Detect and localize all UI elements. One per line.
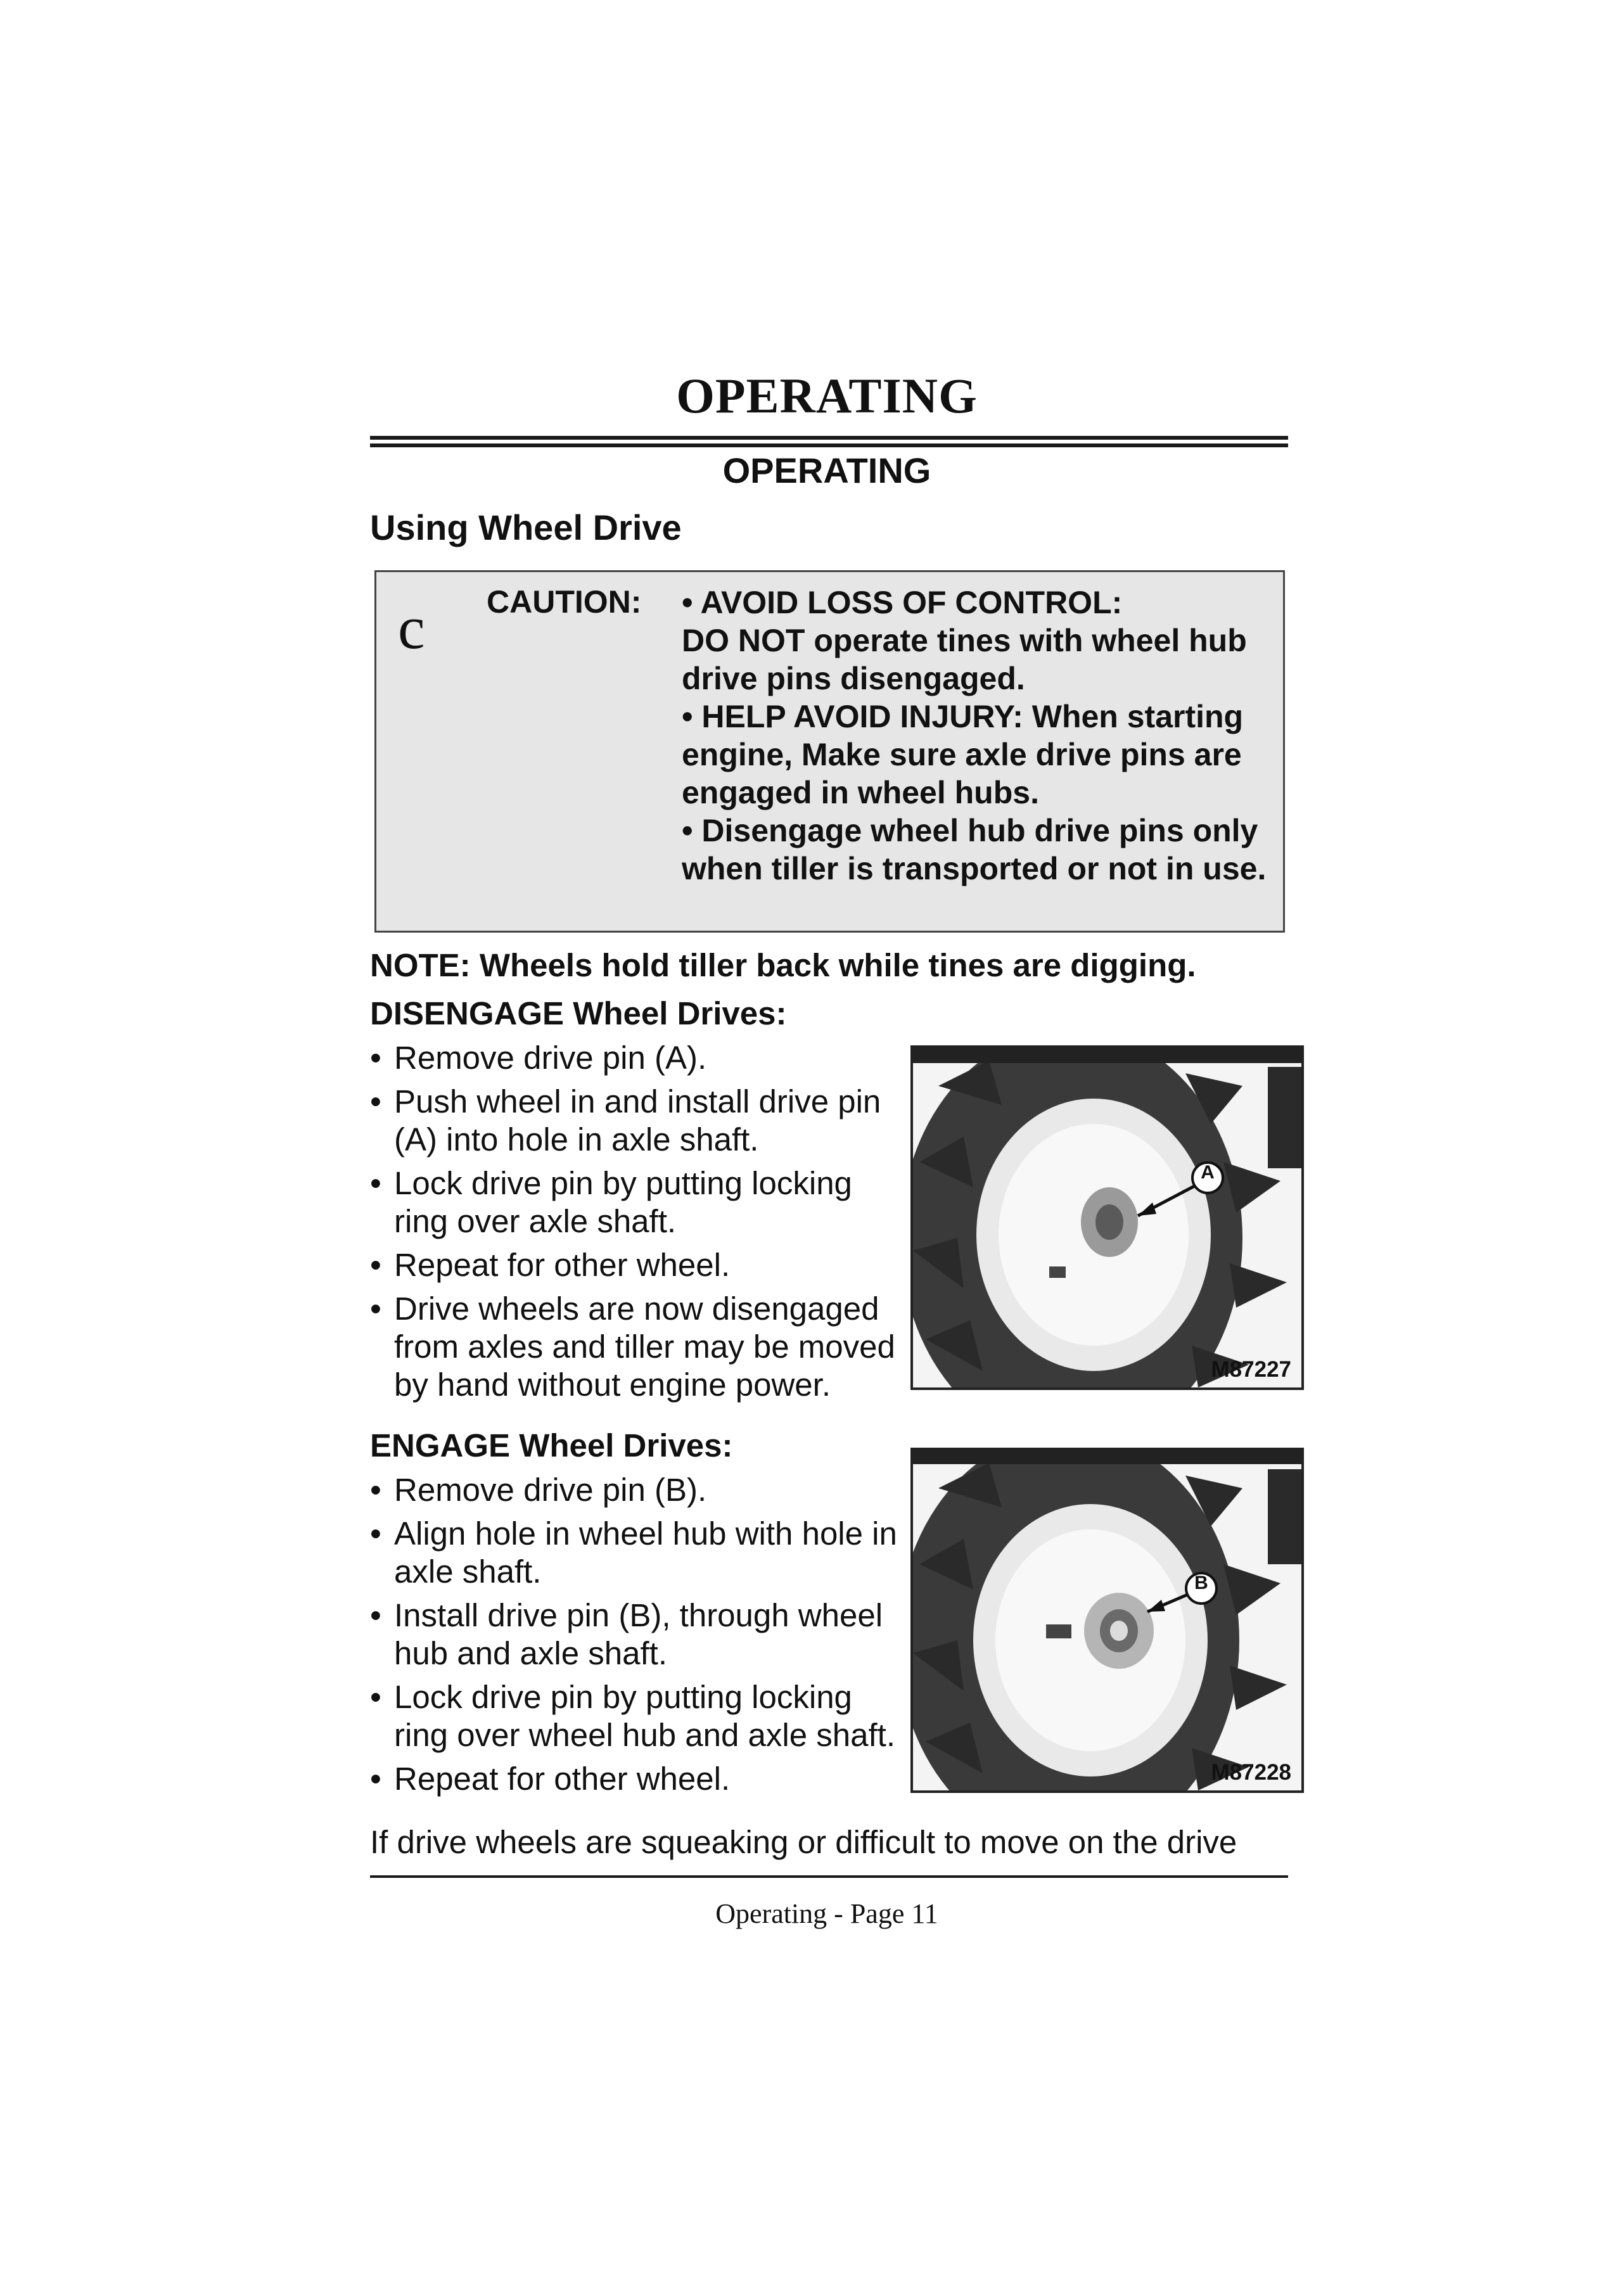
trailing-text: If drive wheels are squeaking or difficult to move on the drive bbox=[370, 1824, 1237, 1860]
figure-code: M87227 bbox=[1211, 1357, 1291, 1382]
bullet-icon: • bbox=[370, 1761, 381, 1797]
page-title: OPERATING bbox=[676, 368, 978, 423]
title-rule-top bbox=[370, 436, 1288, 440]
caution-icon: c bbox=[398, 594, 425, 661]
wheel-photo-disengage bbox=[910, 1045, 1304, 1390]
figure-code: M87228 bbox=[1211, 1760, 1291, 1785]
bullet-icon: • bbox=[370, 1515, 381, 1552]
footer-rule bbox=[370, 1875, 1288, 1878]
bullet-icon: • bbox=[370, 1597, 381, 1633]
engage-heading: ENGAGE Wheel Drives: bbox=[370, 1427, 733, 1464]
caution-line: DO NOT operate tines with wheel hub drive pins disengaged. bbox=[682, 623, 1247, 696]
callout-label: B bbox=[1194, 1572, 1208, 1593]
list-item: • Align hole in wheel hub with hole in axle shaft. bbox=[370, 1515, 897, 1590]
list-item: • Repeat for other wheel. bbox=[370, 1247, 731, 1283]
engage-steps bbox=[370, 1471, 915, 1804]
disengage-heading: DISENGAGE Wheel Drives: bbox=[370, 995, 787, 1031]
caution-text bbox=[682, 584, 1277, 888]
list-item: • Repeat for other wheel. bbox=[370, 1761, 731, 1797]
bullet-icon: • bbox=[370, 1040, 381, 1076]
caution-line: • HELP AVOID INJURY: When starting engine, Make sure axle drive pins are engaged in wheel hubs. bbox=[682, 699, 1244, 810]
wheel-photo-engage bbox=[910, 1448, 1304, 1793]
bullet-icon: • bbox=[370, 1247, 381, 1283]
list-item: • Remove drive pin (B). bbox=[370, 1472, 707, 1508]
bullet-icon: • bbox=[370, 1291, 381, 1327]
list-item: • Install drive pin (B), through wheel hub and axle shaft. bbox=[370, 1597, 883, 1671]
caution-box bbox=[374, 570, 1285, 933]
bullet-icon: • bbox=[370, 1165, 381, 1201]
list-item: • Push wheel in and install drive pin (A) into hole in axle shaft. bbox=[370, 1083, 881, 1158]
section-heading: OPERATING bbox=[722, 450, 931, 490]
caution-line: • AVOID LOSS OF CONTROL: bbox=[682, 585, 1123, 620]
caution-label: CAUTION: bbox=[487, 584, 642, 620]
subheading: Using Wheel Drive bbox=[370, 507, 682, 547]
title-rule-bottom bbox=[370, 443, 1288, 447]
bullet-icon: • bbox=[370, 1472, 381, 1508]
list-item: • Remove drive pin (A). bbox=[370, 1040, 707, 1076]
disengage-steps bbox=[370, 1039, 902, 1410]
list-item: • Drive wheels are now disengaged from axles and tiller may be moved by hand without engine power. bbox=[370, 1291, 895, 1403]
bullet-icon: • bbox=[370, 1679, 381, 1715]
wheel-illustration bbox=[913, 1048, 1301, 1387]
caution-line: • Disengage wheel hub drive pins only when tiller is transported or not in use. bbox=[682, 813, 1267, 886]
bullet-icon: • bbox=[370, 1083, 381, 1119]
note-text: NOTE: Wheels hold tiller back while tines are digging. bbox=[370, 947, 1196, 983]
callout-label: A bbox=[1201, 1162, 1215, 1183]
list-item: • Lock drive pin by putting locking ring over axle shaft. bbox=[370, 1165, 852, 1239]
wheel-illustration bbox=[913, 1450, 1301, 1790]
page-footer: Operating - Page 11 bbox=[715, 1898, 938, 1929]
list-item: • Lock drive pin by putting locking ring over wheel hub and axle shaft. bbox=[370, 1679, 895, 1753]
